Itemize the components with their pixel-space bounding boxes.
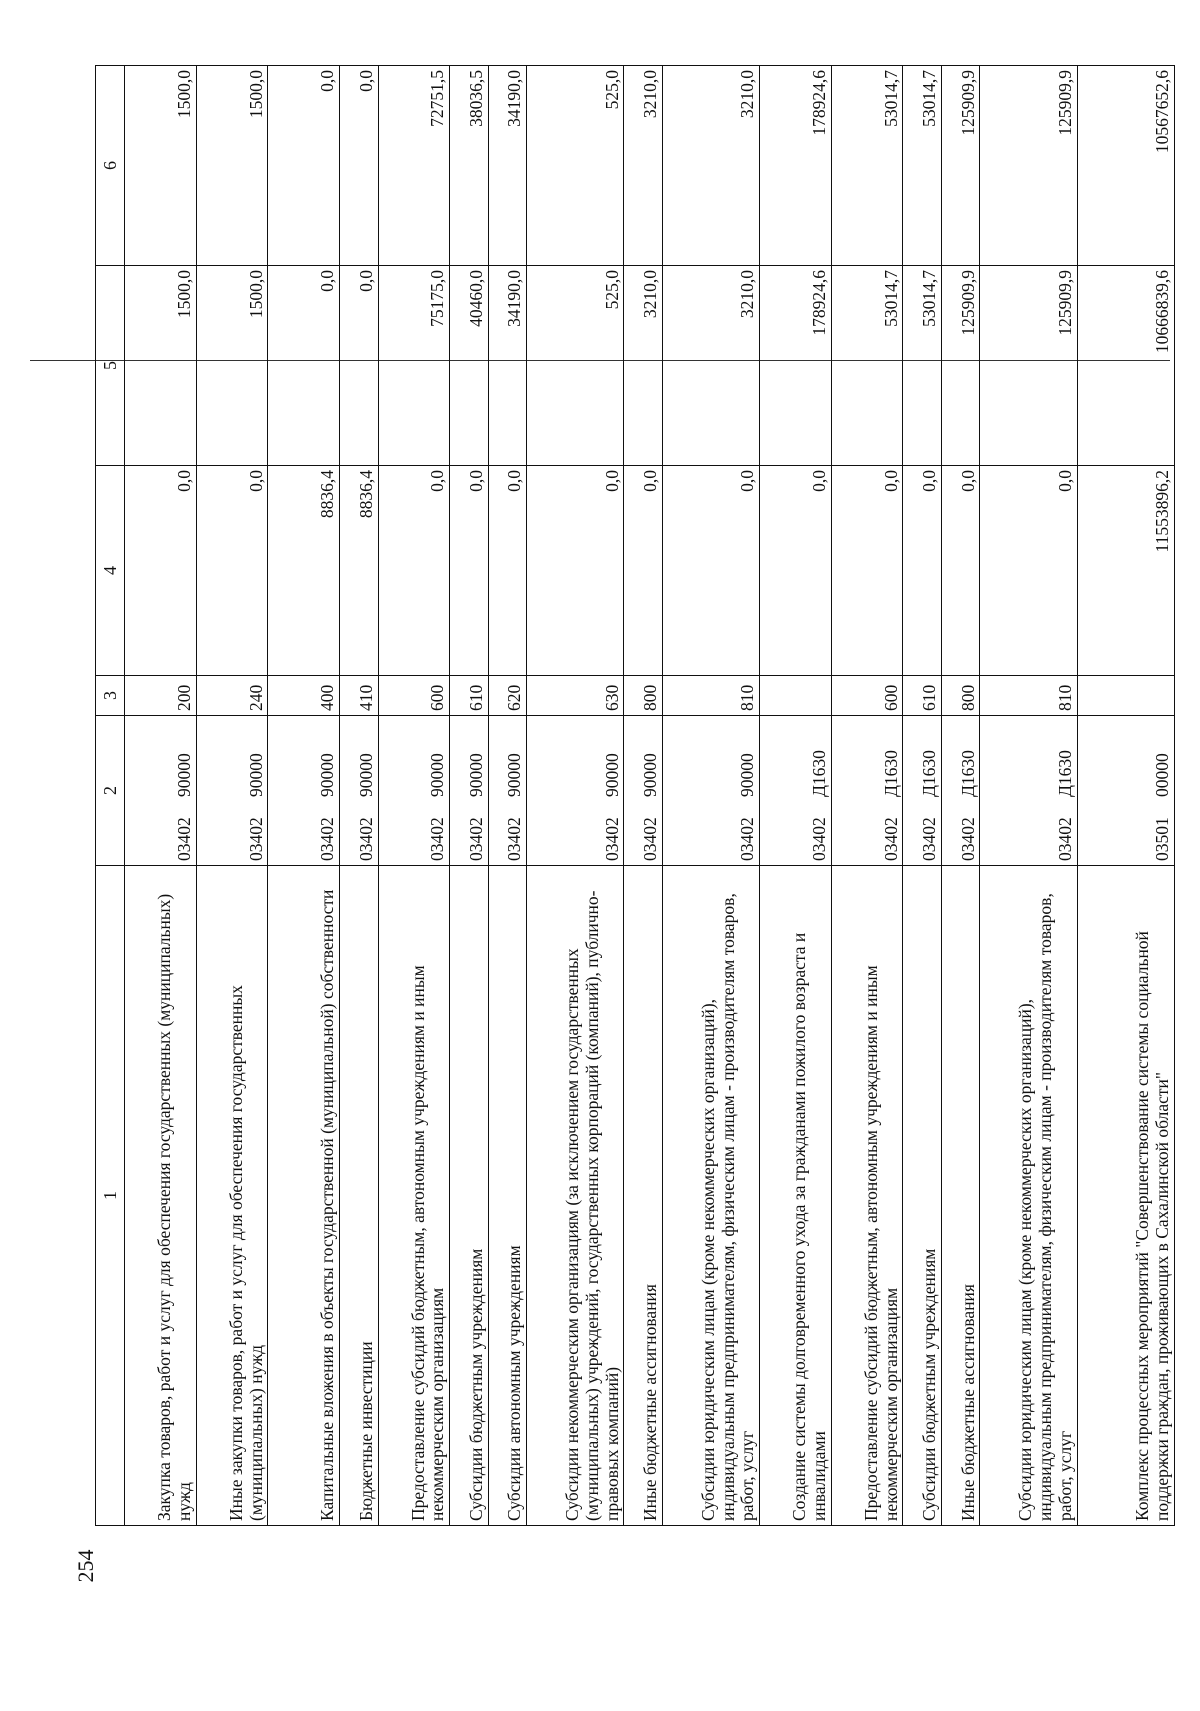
row-code-program: 03402 — [1054, 817, 1075, 861]
row-name: Субсидии автономным учреждениям — [488, 866, 526, 1526]
row-value-col6: 0,0 — [340, 66, 378, 266]
table-row — [488, 66, 526, 1526]
row-name: Бюджетные инвестиции — [340, 866, 378, 1526]
row-code-direction: Д1630 — [919, 750, 940, 797]
row-value-col4: 0,0 — [527, 466, 624, 676]
row-code — [903, 716, 941, 866]
row-expense-type: 600 — [378, 676, 450, 716]
row-expense-type — [1077, 676, 1174, 716]
row-code-program: 03402 — [737, 817, 758, 861]
header-row — [96, 66, 125, 1526]
table-row — [378, 66, 450, 1526]
row-value-col5: 525,0 — [527, 266, 624, 466]
row-code-direction: 90000 — [427, 753, 448, 797]
row-value-col6: 525,0 — [527, 66, 624, 266]
row-code-direction: 90000 — [317, 753, 338, 797]
row-value-col4: 11553896,2 — [1077, 466, 1174, 676]
row-expense-type: 610 — [450, 676, 488, 716]
row-value-col4: 0,0 — [662, 466, 759, 676]
header-col-3: 3 — [96, 676, 125, 716]
row-code — [831, 716, 903, 866]
table-row — [125, 66, 197, 1526]
row-expense-type: 630 — [527, 676, 624, 716]
row-value-col5: 178924,6 — [760, 266, 832, 466]
row-value-col5: 34190,0 — [488, 266, 526, 466]
row-value-col4: 0,0 — [488, 466, 526, 676]
table-row — [662, 66, 759, 1526]
row-code-direction: 90000 — [355, 753, 376, 797]
row-value-col6: 3210,0 — [662, 66, 759, 266]
row-value-col5: 53014,7 — [903, 266, 941, 466]
row-expense-type: 600 — [831, 676, 903, 716]
row-code-direction: 90000 — [601, 753, 622, 797]
row-expense-type: 800 — [624, 676, 662, 716]
row-name: Иные бюджетные ассигнования — [624, 866, 662, 1526]
row-value-col5: 125909,9 — [941, 266, 979, 466]
row-code — [1077, 716, 1174, 866]
row-code — [378, 716, 450, 866]
row-code — [527, 716, 624, 866]
row-expense-type: 810 — [980, 676, 1077, 716]
row-value-col6: 0,0 — [268, 66, 340, 266]
row-name: Иные бюджетные ассигнования — [941, 866, 979, 1526]
row-value-col5: 0,0 — [268, 266, 340, 466]
row-code — [941, 716, 979, 866]
row-code — [196, 716, 268, 866]
table-row — [268, 66, 340, 1526]
row-code-direction: 90000 — [465, 753, 486, 797]
header-col-2: 2 — [96, 716, 125, 866]
row-code — [980, 716, 1077, 866]
row-value-col6: 125909,9 — [980, 66, 1077, 266]
row-name: Субсидии юридическим лицам (кроме некоммерческих организаций), индивидуальным предпринимателям, физическим лицам - производителям товаров, работ, услуг — [662, 866, 759, 1526]
row-value-col5: 1500,0 — [125, 266, 197, 466]
row-code-program: 03402 — [639, 817, 660, 861]
table-row — [941, 66, 979, 1526]
row-value-col6: 53014,7 — [903, 66, 941, 266]
row-code-direction: 90000 — [639, 753, 660, 797]
row-name: Предоставление субсидий бюджетным, автономным учреждениям и иным некоммерческим организациям — [378, 866, 450, 1526]
row-value-col4: 0,0 — [903, 466, 941, 676]
row-value-col6: 38036,5 — [450, 66, 488, 266]
table-row — [340, 66, 378, 1526]
row-code-program: 03402 — [355, 817, 376, 861]
row-code-direction: 90000 — [737, 753, 758, 797]
row-code-program: 03501 — [1152, 817, 1173, 861]
row-value-col6: 3210,0 — [624, 66, 662, 266]
row-code-direction: 90000 — [504, 753, 525, 797]
row-value-col6: 125909,9 — [941, 66, 979, 266]
row-name: Иные закупки товаров, работ и услуг для обеспечения государственных (муниципальных) нужд — [196, 866, 268, 1526]
row-name: Капитальные вложения в объекты государственной (муниципальной) собственности — [268, 866, 340, 1526]
row-expense-type: 200 — [125, 676, 197, 716]
row-code — [340, 716, 378, 866]
row-code — [760, 716, 832, 866]
table-row — [624, 66, 662, 1526]
row-code-program: 03402 — [245, 817, 266, 861]
row-value-col6: 178924,6 — [760, 66, 832, 266]
header-col-4: 4 — [96, 466, 125, 676]
row-name: Субсидии бюджетным учреждениям — [903, 866, 941, 1526]
row-code-direction: Д1630 — [1054, 750, 1075, 797]
row-code — [624, 716, 662, 866]
budget-table — [95, 65, 1175, 1526]
row-expense-type: 240 — [196, 676, 268, 716]
row-name: Субсидии юридическим лицам (кроме некоммерческих организаций), индивидуальным предпринимателям, физическим лицам - производителям товаров, работ, услуг — [980, 866, 1077, 1526]
row-code — [125, 716, 197, 866]
row-code-program: 03402 — [957, 817, 978, 861]
row-value-col6: 34190,0 — [488, 66, 526, 266]
row-code-direction: Д1630 — [809, 750, 829, 797]
row-value-col6: 1500,0 — [125, 66, 197, 266]
row-name: Предоставление субсидий бюджетным, автономным учреждениям и иным некоммерческим организациям — [831, 866, 903, 1526]
row-code-direction: Д1630 — [957, 750, 978, 797]
row-code-program: 03402 — [427, 817, 448, 861]
table-row — [450, 66, 488, 1526]
table-row — [831, 66, 903, 1526]
row-value-col4: 8836,4 — [340, 466, 378, 676]
row-value-col4: 0,0 — [760, 466, 832, 676]
row-name: Закупка товаров, работ и услуг для обеспечения государственных (муниципальных) нужд — [125, 866, 197, 1526]
rotated-page — [73, 66, 1175, 1583]
row-code-program: 03402 — [317, 817, 338, 861]
row-expense-type — [760, 676, 832, 716]
row-value-col4: 0,0 — [196, 466, 268, 676]
row-value-col6: 10567652,6 — [1077, 66, 1174, 266]
row-value-col5: 75175,0 — [378, 266, 450, 466]
row-code — [450, 716, 488, 866]
row-value-col4: 0,0 — [378, 466, 450, 676]
row-name: Субсидии бюджетным учреждениям — [450, 866, 488, 1526]
row-value-col4: 0,0 — [980, 466, 1077, 676]
page-number: 254 — [73, 1549, 98, 1583]
row-expense-type: 620 — [488, 676, 526, 716]
table-row — [196, 66, 268, 1526]
row-value-col5: 40460,0 — [450, 266, 488, 466]
row-code-program: 03402 — [880, 817, 901, 861]
row-code-direction: 90000 — [173, 753, 194, 797]
header-col-5: 5 — [96, 266, 125, 466]
row-value-col5: 53014,7 — [831, 266, 903, 466]
table-row — [760, 66, 832, 1526]
row-expense-type: 400 — [268, 676, 340, 716]
row-code — [268, 716, 340, 866]
row-expense-type: 810 — [662, 676, 759, 716]
header-col-1: 1 — [96, 866, 125, 1526]
row-code — [662, 716, 759, 866]
row-value-col4: 0,0 — [624, 466, 662, 676]
row-value-col5: 10666839,6 — [1077, 266, 1174, 466]
row-value-col4: 8836,4 — [268, 466, 340, 676]
row-value-col4: 0,0 — [125, 466, 197, 676]
row-value-col5: 0,0 — [340, 266, 378, 466]
row-value-col4: 0,0 — [450, 466, 488, 676]
row-expense-type: 410 — [340, 676, 378, 716]
table-body — [125, 66, 1175, 1526]
row-code-program: 03402 — [173, 817, 194, 861]
header-col-6: 6 — [96, 66, 125, 266]
row-value-col6: 53014,7 — [831, 66, 903, 266]
row-code-direction: 90000 — [245, 753, 266, 797]
table-row — [527, 66, 624, 1526]
table-row — [1077, 66, 1174, 1526]
row-code-direction: 00000 — [1152, 753, 1173, 797]
row-value-col5: 1500,0 — [196, 266, 268, 466]
row-code — [488, 716, 526, 866]
row-code-program: 03402 — [504, 817, 525, 861]
row-code-program: 03402 — [809, 817, 829, 861]
row-value-col6: 1500,0 — [196, 66, 268, 266]
row-name: Субсидии некоммерческим организациям (за исключением государственных (муниципальных) учреждений, государственных корпораций (компаний), публично-правовых компаний) — [527, 866, 624, 1526]
row-expense-type: 610 — [903, 676, 941, 716]
row-value-col4: 0,0 — [941, 466, 979, 676]
row-value-col5: 125909,9 — [980, 266, 1077, 466]
row-value-col5: 3210,0 — [624, 266, 662, 466]
table-row — [903, 66, 941, 1526]
table-row — [980, 66, 1077, 1526]
row-code-program: 03402 — [919, 817, 940, 861]
row-value-col5: 3210,0 — [662, 266, 759, 466]
row-code-program: 03402 — [465, 817, 486, 861]
row-value-col4: 0,0 — [831, 466, 903, 676]
row-value-col6: 72751,5 — [378, 66, 450, 266]
row-code-direction: Д1630 — [880, 750, 901, 797]
row-expense-type: 800 — [941, 676, 979, 716]
row-code-program: 03402 — [601, 817, 622, 861]
row-name: Комплекс процессных мероприятий "Совершенствование системы социальной поддержки граждан, проживающих в Сахалинской области" — [1077, 866, 1174, 1526]
row-name: Создание системы долговременного ухода за гражданами пожилого возраста и инвалидами — [760, 866, 832, 1526]
